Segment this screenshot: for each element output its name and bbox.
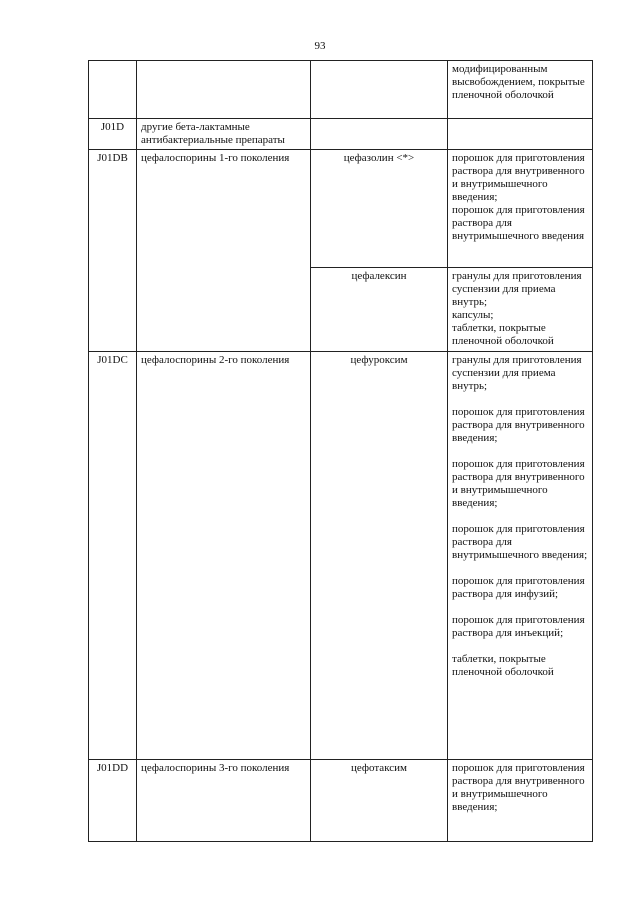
- dosage-form: гранулы для приготовления суспензии для приема внутрь;: [452, 354, 582, 392]
- dosage-form: гранулы для приготовления суспензии для приема внутрь;: [452, 270, 582, 308]
- dosage-form: порошок для приготовления раствора для внутривенного введения;: [452, 406, 585, 444]
- atc-code-cell: [89, 61, 137, 119]
- group-cell: цефалоспорины 3-го поколения: [137, 760, 311, 842]
- dosage-form-cell: [448, 61, 593, 119]
- atc-code-cell: J01DC: [89, 352, 137, 760]
- group-cell: другие бета-лактамные антибактериальные препараты: [137, 119, 311, 150]
- dosage-form: порошок для приготовления раствора для инфузий;: [452, 575, 585, 600]
- dosage-form: порошок для приготовления раствора для внутривенного и внутримышечного введения;: [452, 152, 585, 203]
- dosage-form-cell: [448, 352, 593, 760]
- drug-cell: [311, 119, 448, 150]
- drug-classification-table: [88, 60, 593, 842]
- group-cell: [137, 61, 311, 119]
- group-cell: цефалоспорины 2-го поколения: [137, 352, 311, 760]
- dosage-form-cell: [448, 268, 593, 352]
- table-row: [89, 760, 593, 842]
- atc-code-cell: J01DB: [89, 150, 137, 352]
- table-row: [89, 119, 593, 150]
- dosage-form-cell: [448, 760, 593, 842]
- dosage-form: порошок для приготовления раствора для инъекций;: [452, 614, 585, 639]
- dosage-form: таблетки, покрытые пленочной оболочкой: [452, 653, 554, 678]
- dosage-form: таблетки, покрытые пленочной оболочкой: [452, 322, 554, 347]
- table-row: [89, 352, 593, 760]
- dosage-form: порошок для приготовления раствора для внутримышечного введения: [452, 204, 585, 242]
- dosage-form-cell: [448, 150, 593, 268]
- atc-code-cell: J01DD: [89, 760, 137, 842]
- drug-cell: цефазолин <*>: [311, 150, 448, 268]
- dosage-form: капсулы;: [452, 309, 494, 321]
- dosage-form: модифицированным высвобождением, покрытые пленочной оболочкой: [452, 63, 585, 101]
- drug-cell: цефуроксим: [311, 352, 448, 760]
- drug-cell: цефотаксим: [311, 760, 448, 842]
- dosage-form-cell: [448, 119, 593, 150]
- dosage-form: порошок для приготовления раствора для внутримышечного введения;: [452, 523, 588, 561]
- table-row: [89, 150, 593, 268]
- drug-cell: [311, 61, 448, 119]
- atc-code-cell: J01D: [89, 119, 137, 150]
- dosage-form: порошок для приготовления раствора для внутривенного и внутримышечного введения;: [452, 458, 585, 509]
- group-cell: цефалоспорины 1-го поколения: [137, 150, 311, 352]
- dosage-form: порошок для приготовления раствора для внутривенного и внутримышечного введения;: [452, 762, 585, 813]
- page-number: 93: [314, 40, 326, 52]
- table-row: [89, 61, 593, 119]
- drug-cell: цефалексин: [311, 268, 448, 352]
